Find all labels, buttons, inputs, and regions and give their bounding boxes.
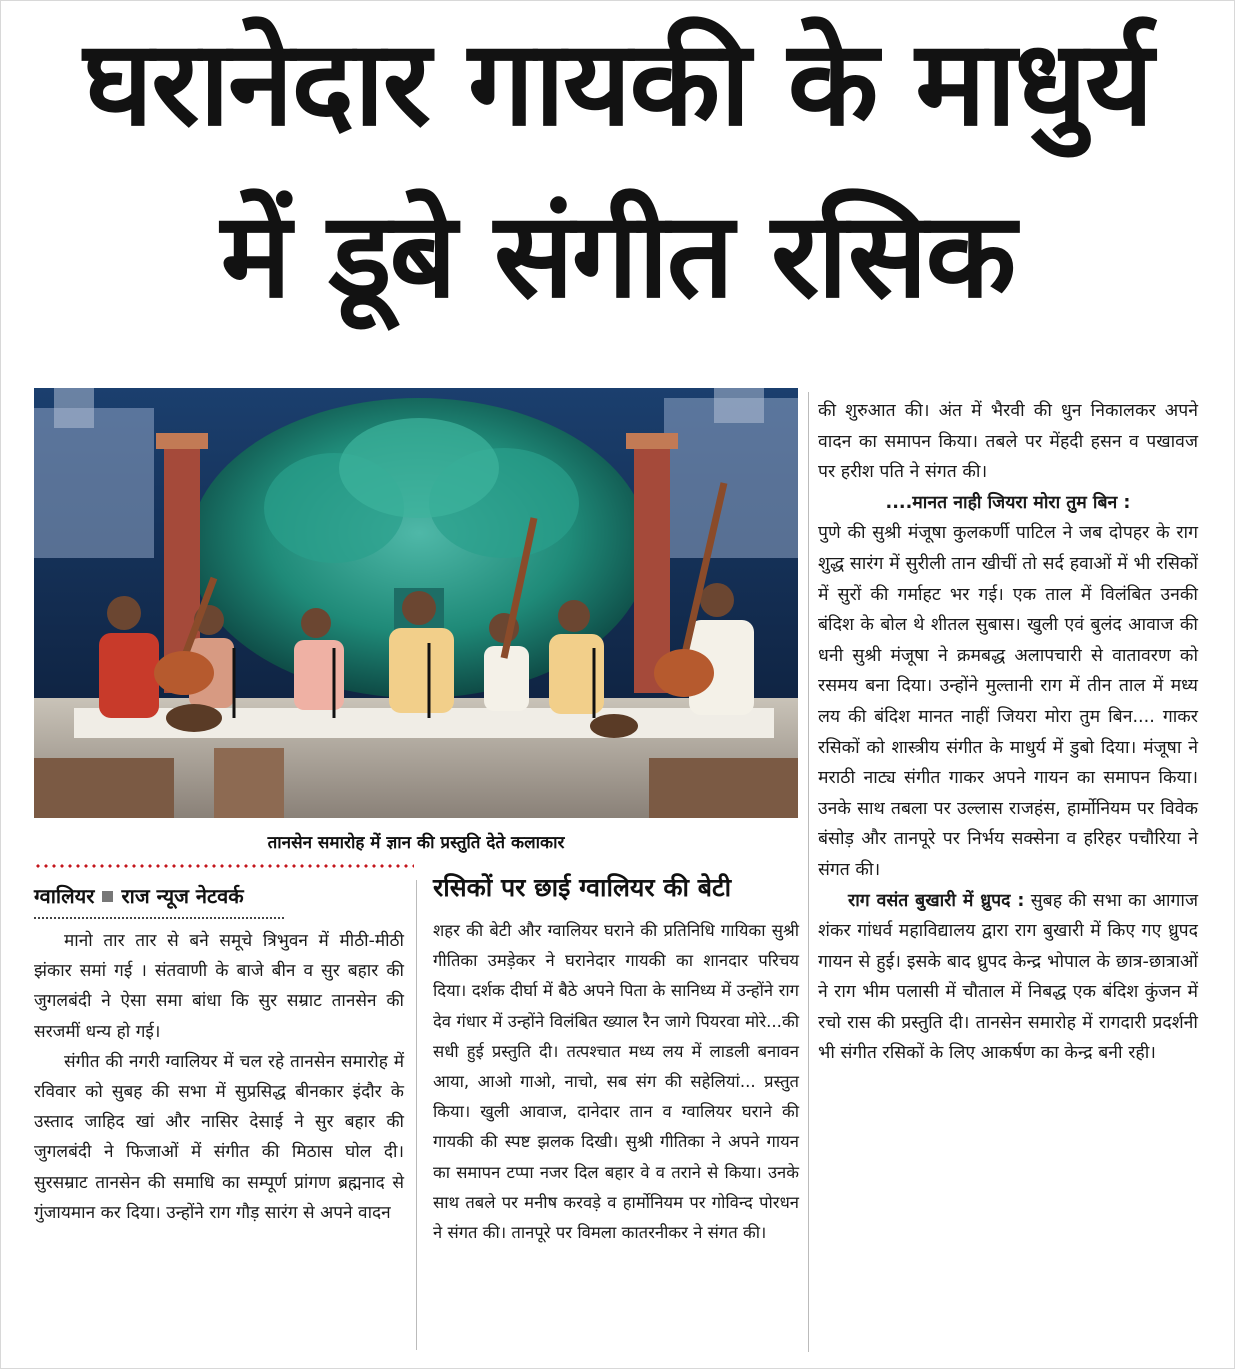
column-2	[433, 916, 799, 1248]
column-2-paragraph-1: शहर की बेटी और ग्वालियर घराने की प्रतिनिधि गायिका सुश्री गीतिका उमड़ेकर ने घरानेदार गायकी का शानदार परिचय दिया। दर्शक दीर्घा में बैठे अपने पिता के सानिध्य में उन्होंने राग देव गंधार में उन्होंने विलंबित ख्याल रैन जागे पियरवा मोरे...की सधी हुई प्रस्तुति दी। तत्पश्चात मध्य लय में लाडली बनावन आया, आओ गाओ, नाचो, सब संग की सहेलियां... प्रस्तुत किया। खुली आवाज, दानेदार तान व ग्वालियर घराने की गायकी की स्पष्ट झलक दिखी। सुश्री गीतिका ने अपने गायन का समापन टप्पा नजर दिल बहार वे व तराने से किया। उनके साथ तबले पर मनीष करवड़े व हार्मोनियम पर गोविन्द पोरधन ने संगत की। तानपूरे पर विमला कातरनीकर ने संगत की।	[433, 921, 799, 1243]
column-3-subhead-1: ....मानत नाही जियरा मोरा तुम बिन :	[885, 492, 1131, 513]
square-bullet-icon	[102, 891, 113, 902]
column-separator	[416, 880, 417, 1350]
headline-line-1: घरानेदार गायकी के माधुर्य	[83, 14, 1152, 152]
column-separator	[808, 392, 809, 1352]
column-1-paragraph-2: संगीत की नगरी ग्वालियर में चल रहे तानसेन समारोह में रविवार को सुबह की सभा में सुप्रसिद्ध बीनकार इंदौर के उस्ताद जाहिद खां और नासिर देसाई ने सुर बहार की जुगलबंदी ने फिजाओं में संगीत की मिठास घोल दी। सुरसम्राट तानसेन की समाधि का सम्पूर्ण प्रांगण ब्रह्मनाद से गुंजायमान कर दिया। उन्होंने राग गौड़ सारंग से अपने वादन	[34, 1051, 404, 1223]
column-3-subhead-2: राग वसंत बुखारी में ध्रुपद :	[848, 890, 1025, 911]
column-2-subhead: रसिकों पर छाई ग्वालियर की बेटी	[433, 873, 732, 902]
column-3-paragraph-3: सुबह की सभा का आगाज शंकर गांधर्व महाविद्यालय द्वारा राग बुखारी में किए गए ध्रुपद गायन से हुई। इसके बाद ध्रुपद केन्द्र भोपाल के छात्र-छात्राओं ने राग भीम पलासी में चौताल में निबद्ध एक बंदिश कुंजन में रचो रास की प्रस्तुति दी। तानसेन समारोह में रागदारी प्रदर्शनी भी संगीत रसिकों के लिए आकर्षण का केन्द्र बनी रही।	[818, 890, 1199, 1064]
byline-network: राज न्यूज नेटवर्क	[121, 884, 244, 908]
concert-photo	[34, 388, 798, 818]
byline-rule	[34, 917, 284, 919]
column-3-paragraph-1: की शुरुआत की। अंत में भैरवी की धुन निकालकर अपने वादन का समापन किया। तबले पर मेंहदी हसन व पखावज पर हरीश पति ने संगत की।	[818, 401, 1198, 483]
byline	[34, 882, 244, 909]
column-3	[818, 396, 1198, 1069]
photo-caption: तानसेन समारोह में ज्ञान की प्रस्तुति देते कलाकार	[267, 833, 565, 853]
byline-place: ग्वालियर	[34, 884, 95, 908]
headline-line-2: में डूबे संगीत रसिक	[220, 186, 1015, 324]
column-3-paragraph-2: पुणे की सुश्री मंजूषा कुलकर्णी पाटिल ने जब दोपहर के राग शुद्ध सारंग में सुरीली तान खीचीं तो सर्द हवाओं में भी रसिकों में सुरों की गर्माहट भर गई। एक ताल में विलंबित उनकी बंदिश के बोल थे शीतल सुबास। खुली एवं बुलंद आवाज की धनी सुश्री मंजूषा ने क्रमबद्ध अलापचारी से वातावरण को रसमय बना दिया। उन्होंने मुल्तानी राग में तीन ताल में मध्य लय की बंदिश मानत नाहीं जियरा मोरा तुम बिन.... गाकर रसिकों को शास्त्रीय संगीत के माधुर्य में डुबो दिया। मंजूषा ने मराठी नाट्य संगीत गाकर अपने गायन का समापन किया। उनके साथ तबला पर उल्लास राजहंस, हार्मोनियम पर विवेक बंसोड़ और तानपूरे पर निर्भय सक्सेना व हरिहर पचौरिया ने संगत की।	[818, 523, 1198, 880]
dotted-divider	[34, 864, 414, 868]
column-1	[34, 926, 404, 1228]
column-1-paragraph-1: मानो तार तार से बने समूचे त्रिभुवन में मीठी-मीठी झंकार समां गई । संतवाणी के बाजे बीन व सुर बहार की जुगलबंदी ने ऐसा समा बांधा कि सुर सम्राट तानसेन की सरजमीं धन्य हो गई।	[34, 931, 404, 1042]
